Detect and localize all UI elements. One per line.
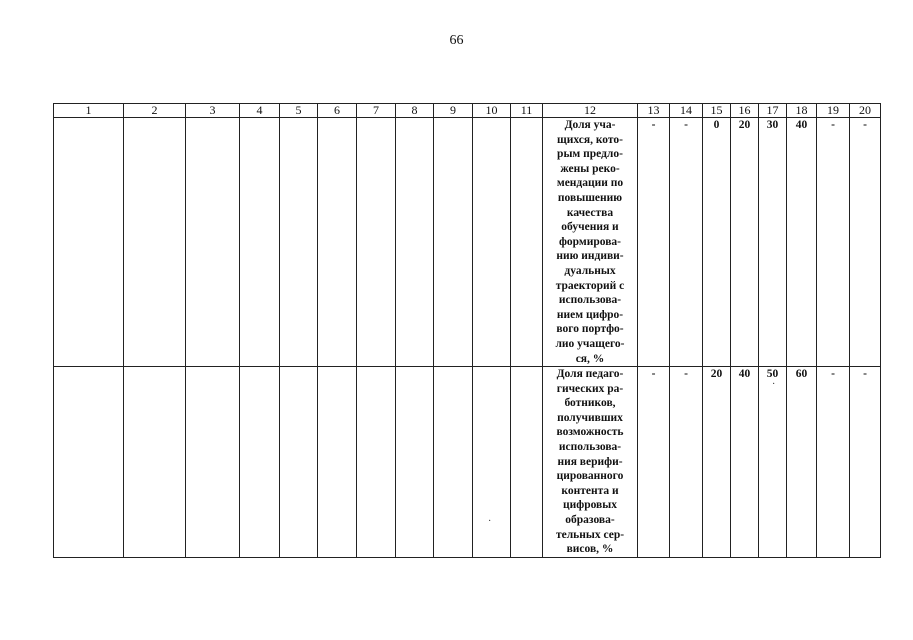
empty-cell [357, 367, 396, 558]
column-number: 12 [543, 104, 638, 118]
empty-cell [473, 367, 511, 558]
empty-cell [186, 118, 240, 367]
indicator-value: 60 [787, 367, 817, 558]
column-number: 18 [787, 104, 817, 118]
column-number: 11 [511, 104, 543, 118]
indicator-value: - [850, 367, 881, 558]
column-number: 17 [759, 104, 787, 118]
indicator-value: 0 [703, 118, 731, 367]
page-number: 66 [449, 33, 464, 48]
indicator-value: 50 [759, 367, 787, 558]
column-number: 16 [731, 104, 759, 118]
table-row [54, 118, 881, 367]
column-number: 10 [473, 104, 511, 118]
empty-cell [240, 118, 280, 367]
scan-speck: · [488, 516, 492, 527]
indicator-description: Доля педаго- гических ра- ботников, получивших возможность использова- ния верифи- цированного контента и цифровых образова- тельных сер- висов, % [543, 367, 638, 558]
empty-cell [240, 367, 280, 558]
indicator-value: - [638, 118, 670, 367]
indicator-value: 20 [703, 367, 731, 558]
empty-cell [511, 118, 543, 367]
column-number-header-row [54, 104, 881, 118]
empty-cell [318, 118, 357, 367]
column-number: 2 [124, 104, 186, 118]
column-number: 8 [396, 104, 434, 118]
column-number: 1 [54, 104, 124, 118]
empty-cell [396, 118, 434, 367]
empty-cell [280, 367, 318, 558]
indicator-value: - [638, 367, 670, 558]
scan-speck: · [772, 379, 776, 390]
column-number: 13 [638, 104, 670, 118]
empty-cell [54, 367, 124, 558]
indicator-value: 30 [759, 118, 787, 367]
column-number: 6 [318, 104, 357, 118]
column-number: 14 [670, 104, 703, 118]
empty-cell [511, 367, 543, 558]
column-number: 7 [357, 104, 396, 118]
empty-cell [473, 118, 511, 367]
empty-cell [318, 367, 357, 558]
column-number: 9 [434, 104, 473, 118]
indicator-value: - [817, 118, 850, 367]
empty-cell [186, 367, 240, 558]
empty-cell [434, 367, 473, 558]
empty-cell [357, 118, 396, 367]
column-number: 3 [186, 104, 240, 118]
table-row [54, 367, 881, 558]
indicator-description: Доля уча- щихся, кото- рым предло- жены реко- мендации по повышению качества обучения и формирова- нию индиви- дуальных траекторий с использова- нием цифро- вого портфо- лио учащего- ся, % [543, 118, 638, 367]
empty-cell [280, 118, 318, 367]
indicator-value: - [670, 367, 703, 558]
indicators-table [53, 103, 881, 558]
indicator-value: 40 [731, 367, 759, 558]
indicator-value: - [670, 118, 703, 367]
indicator-value: - [850, 118, 881, 367]
column-number: 15 [703, 104, 731, 118]
empty-cell [54, 118, 124, 367]
indicator-value: 40 [787, 118, 817, 367]
empty-cell [124, 367, 186, 558]
indicator-value: 20 [731, 118, 759, 367]
column-number: 20 [850, 104, 881, 118]
indicator-value: - [817, 367, 850, 558]
column-number: 19 [817, 104, 850, 118]
column-number: 5 [280, 104, 318, 118]
empty-cell [124, 118, 186, 367]
empty-cell [434, 118, 473, 367]
empty-cell [396, 367, 434, 558]
column-number: 4 [240, 104, 280, 118]
